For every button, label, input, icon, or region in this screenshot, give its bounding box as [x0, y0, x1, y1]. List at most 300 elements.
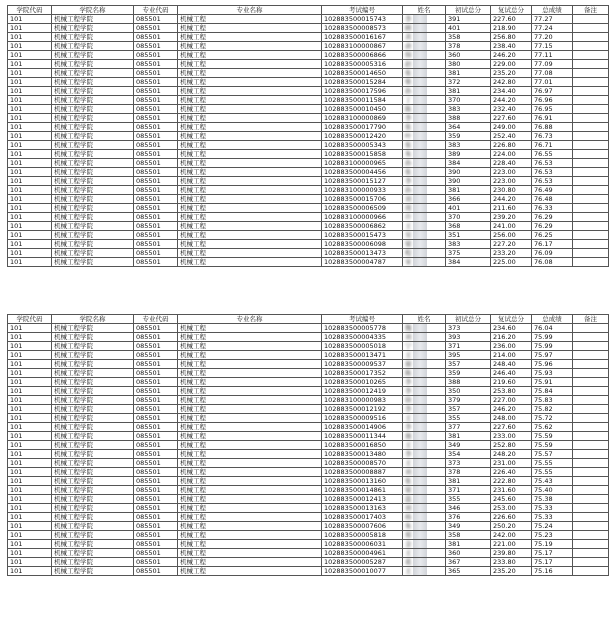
cell-retest-score: 223.00 [491, 168, 532, 177]
cell-college-code: 101 [8, 423, 52, 432]
cell-initial-score: 355 [446, 495, 491, 504]
cell-exam-no: 102883100000867 [322, 42, 403, 51]
redaction-blur [413, 333, 427, 341]
cell-retest-score: 233.00 [491, 432, 532, 441]
cell-name [403, 231, 446, 240]
redaction-blur [413, 24, 427, 32]
redaction-blur [413, 69, 427, 77]
table-row [8, 540, 609, 549]
cell-college-name: 机械工程学院 [52, 195, 134, 204]
cell-major-code: 085501 [134, 186, 178, 195]
cell-name [403, 60, 446, 69]
cell-retest-score: 233.80 [491, 558, 532, 567]
cell-total-score: 75.23 [532, 531, 573, 540]
cell-total-score: 75.62 [532, 423, 573, 432]
name-text: 孙 [405, 159, 412, 167]
redaction-blur [413, 396, 427, 404]
name-text: 俞 [405, 42, 412, 50]
cell-retest-score: 233.20 [491, 249, 532, 258]
cell-total-score: 75.72 [532, 414, 573, 423]
name-text: 孙 [405, 87, 412, 95]
cell-retest-score: 238.40 [491, 42, 532, 51]
cell-initial-score: 371 [446, 486, 491, 495]
cell-retest-score: 256.80 [491, 33, 532, 42]
redaction-blur [413, 423, 427, 431]
cell-major-code: 085501 [134, 33, 178, 42]
cell-remark [573, 150, 609, 159]
cell-name [403, 87, 446, 96]
cell-total-score: 76.88 [532, 123, 573, 132]
cell-major-code: 085501 [134, 231, 178, 240]
redaction-blur [413, 459, 427, 467]
cell-major-name: 机械工程 [178, 249, 322, 258]
table-row [8, 387, 609, 396]
name-text: 韩 [405, 51, 412, 59]
cell-major-code: 085501 [134, 222, 178, 231]
cell-college-code: 101 [8, 87, 52, 96]
cell-major-name: 机械工程 [178, 441, 322, 450]
cell-retest-score: 226.40 [491, 468, 532, 477]
cell-exam-no: 102883500008887 [322, 468, 403, 477]
cell-initial-score: 378 [446, 468, 491, 477]
cell-major-code: 085501 [134, 432, 178, 441]
table-row [8, 342, 609, 351]
cell-major-code: 085501 [134, 249, 178, 258]
cell-major-code: 085501 [134, 87, 178, 96]
table-row [8, 504, 609, 513]
redaction-blur [413, 405, 427, 413]
cell-total-score: 76.48 [532, 195, 573, 204]
cell-major-code: 085501 [134, 177, 178, 186]
redaction-blur [413, 513, 427, 521]
cell-college-code: 101 [8, 477, 52, 486]
cell-major-code: 085501 [134, 324, 178, 333]
cell-college-code: 101 [8, 69, 52, 78]
cell-name [403, 249, 446, 258]
cell-remark [573, 414, 609, 423]
cell-name [403, 486, 446, 495]
cell-college-name: 机械工程学院 [52, 249, 134, 258]
name-text: 李 [405, 15, 412, 23]
cell-college-code: 101 [8, 360, 52, 369]
cell-initial-score: 346 [446, 504, 491, 513]
redaction-blur [413, 495, 427, 503]
cell-major-code: 085501 [134, 114, 178, 123]
table-row [8, 177, 609, 186]
cell-major-name: 机械工程 [178, 396, 322, 405]
cell-college-name: 机械工程学院 [52, 540, 134, 549]
cell-college-name: 机械工程学院 [52, 87, 134, 96]
cell-total-score: 77.20 [532, 33, 573, 42]
cell-name [403, 213, 446, 222]
cell-total-score: 77.08 [532, 69, 573, 78]
cell-remark [573, 468, 609, 477]
table-row [8, 96, 609, 105]
table-row [8, 42, 609, 51]
name-text: 张 [405, 168, 412, 176]
cell-exam-no: 102883500010265 [322, 378, 403, 387]
cell-college-name: 机械工程学院 [52, 42, 134, 51]
cell-name [403, 369, 446, 378]
cell-retest-score: 227.60 [491, 423, 532, 432]
cell-major-code: 085501 [134, 531, 178, 540]
cell-total-score: 77.01 [532, 78, 573, 87]
table-row [8, 186, 609, 195]
cell-retest-score: 231.00 [491, 459, 532, 468]
cell-remark [573, 324, 609, 333]
name-text: 刘 [405, 468, 412, 476]
cell-name [403, 504, 446, 513]
cell-retest-score: 227.60 [491, 114, 532, 123]
cell-initial-score: 357 [446, 405, 491, 414]
cell-remark [573, 423, 609, 432]
table-row [8, 159, 609, 168]
table-header-row [8, 315, 609, 324]
cell-initial-score: 373 [446, 459, 491, 468]
cell-name [403, 186, 446, 195]
cell-total-score: 75.38 [532, 495, 573, 504]
table-row [8, 69, 609, 78]
cell-major-name: 机械工程 [178, 51, 322, 60]
cell-exam-no: 102883500010077 [322, 567, 403, 576]
cell-name [403, 414, 446, 423]
cell-college-code: 101 [8, 141, 52, 150]
cell-name [403, 69, 446, 78]
table-row [8, 33, 609, 42]
cell-major-name: 机械工程 [178, 540, 322, 549]
cell-remark [573, 450, 609, 459]
header-total-score: 总成绩 [532, 6, 573, 15]
cell-initial-score: 354 [446, 450, 491, 459]
redaction-blur [413, 33, 427, 41]
cell-name [403, 396, 446, 405]
cell-initial-score: 359 [446, 132, 491, 141]
cell-name [403, 15, 446, 24]
cell-name [403, 204, 446, 213]
name-text: 王 [405, 567, 412, 575]
cell-college-code: 101 [8, 240, 52, 249]
cell-major-name: 机械工程 [178, 69, 322, 78]
redaction-blur [413, 213, 427, 221]
cell-initial-score: 388 [446, 378, 491, 387]
name-text: 朱 [405, 150, 412, 158]
name-text: 孙 [405, 186, 412, 194]
header-exam-no: 考试编号 [322, 6, 403, 15]
table-row [8, 231, 609, 240]
cell-remark [573, 132, 609, 141]
redaction-blur [413, 342, 427, 350]
cell-initial-score: 379 [446, 396, 491, 405]
cell-exam-no: 102883500017403 [322, 513, 403, 522]
cell-major-code: 085501 [134, 459, 178, 468]
cell-exam-no: 102883500008570 [322, 459, 403, 468]
redaction-blur [413, 141, 427, 149]
cell-initial-score: 389 [446, 150, 491, 159]
table-row [8, 258, 609, 267]
name-text: 宋 [405, 258, 412, 266]
cell-remark [573, 159, 609, 168]
table-1-body [8, 15, 609, 267]
cell-major-name: 机械工程 [178, 222, 322, 231]
cell-major-name: 机械工程 [178, 231, 322, 240]
cell-major-code: 085501 [134, 504, 178, 513]
cell-remark [573, 42, 609, 51]
redaction-blur [413, 150, 427, 158]
cell-major-name: 机械工程 [178, 513, 322, 522]
cell-retest-score: 242.00 [491, 531, 532, 540]
cell-major-code: 085501 [134, 258, 178, 267]
cell-major-code: 085501 [134, 51, 178, 60]
cell-college-name: 机械工程学院 [52, 186, 134, 195]
cell-retest-score: 248.00 [491, 414, 532, 423]
cell-exam-no: 102883500017596 [322, 87, 403, 96]
cell-major-name: 机械工程 [178, 360, 322, 369]
cell-college-code: 101 [8, 432, 52, 441]
cell-total-score: 77.24 [532, 24, 573, 33]
cell-exam-no: 102883500004961 [322, 549, 403, 558]
cell-college-code: 101 [8, 204, 52, 213]
cell-major-name: 机械工程 [178, 150, 322, 159]
cell-total-score: 75.17 [532, 549, 573, 558]
cell-major-name: 机械工程 [178, 342, 322, 351]
redaction-blur [413, 387, 427, 395]
cell-remark [573, 513, 609, 522]
cell-college-name: 机械工程学院 [52, 360, 134, 369]
cell-initial-score: 355 [446, 414, 491, 423]
cell-total-score: 75.40 [532, 486, 573, 495]
table-row [8, 423, 609, 432]
cell-initial-score: 381 [446, 87, 491, 96]
table-row [8, 222, 609, 231]
cell-college-code: 101 [8, 324, 52, 333]
redaction-blur [413, 222, 427, 230]
cell-exam-no: 102883500012413 [322, 495, 403, 504]
cell-college-code: 101 [8, 186, 52, 195]
cell-major-name: 机械工程 [178, 333, 322, 342]
cell-retest-score: 252.80 [491, 441, 532, 450]
cell-major-code: 085501 [134, 132, 178, 141]
cell-major-code: 085501 [134, 141, 178, 150]
cell-college-name: 机械工程学院 [52, 459, 134, 468]
table-row [8, 168, 609, 177]
cell-retest-score: 241.00 [491, 222, 532, 231]
name-text: 李 [405, 177, 412, 185]
table-row [8, 432, 609, 441]
cell-major-name: 机械工程 [178, 186, 322, 195]
redaction-blur [413, 186, 427, 194]
cell-total-score: 75.82 [532, 405, 573, 414]
cell-remark [573, 504, 609, 513]
cell-college-name: 机械工程学院 [52, 213, 134, 222]
cell-college-code: 101 [8, 60, 52, 69]
name-text: 赵 [405, 60, 412, 68]
cell-retest-score: 252.40 [491, 132, 532, 141]
cell-college-code: 101 [8, 369, 52, 378]
name-text: 顾 [405, 24, 412, 32]
cell-major-name: 机械工程 [178, 495, 322, 504]
cell-college-name: 机械工程学院 [52, 342, 134, 351]
table-row [8, 78, 609, 87]
cell-retest-score: 248.20 [491, 450, 532, 459]
cell-major-code: 085501 [134, 78, 178, 87]
redaction-blur [413, 504, 427, 512]
cell-retest-score: 228.40 [491, 159, 532, 168]
cell-initial-score: 381 [446, 186, 491, 195]
cell-total-score: 76.53 [532, 159, 573, 168]
cell-remark [573, 78, 609, 87]
cell-college-code: 101 [8, 168, 52, 177]
cell-major-name: 机械工程 [178, 204, 322, 213]
cell-retest-score: 226.60 [491, 513, 532, 522]
cell-name [403, 123, 446, 132]
cell-remark [573, 24, 609, 33]
cell-retest-score: 227.20 [491, 240, 532, 249]
redaction-blur [413, 558, 427, 566]
cell-remark [573, 141, 609, 150]
cell-total-score: 75.97 [532, 351, 573, 360]
cell-college-name: 机械工程学院 [52, 51, 134, 60]
cell-exam-no: 102883100000966 [322, 213, 403, 222]
cell-exam-no: 102883500014861 [322, 486, 403, 495]
cell-remark [573, 231, 609, 240]
name-text: 黄 [405, 33, 412, 41]
name-text: 梁 [405, 486, 412, 494]
cell-total-score: 75.99 [532, 342, 573, 351]
redaction-blur [413, 522, 427, 530]
redaction-blur [413, 195, 427, 203]
header-retest-score: 复试总分 [491, 6, 532, 15]
cell-college-code: 101 [8, 213, 52, 222]
cell-college-name: 机械工程学院 [52, 450, 134, 459]
cell-major-name: 机械工程 [178, 258, 322, 267]
cell-major-code: 085501 [134, 168, 178, 177]
cell-major-code: 085501 [134, 522, 178, 531]
cell-major-name: 机械工程 [178, 168, 322, 177]
redaction-blur [413, 177, 427, 185]
cell-major-code: 085501 [134, 558, 178, 567]
name-text: 李 [405, 387, 412, 395]
redaction-blur [413, 231, 427, 239]
cell-college-code: 101 [8, 159, 52, 168]
cell-college-code: 101 [8, 150, 52, 159]
name-text: 温 [405, 495, 412, 503]
table-row [8, 495, 609, 504]
redaction-blur [413, 432, 427, 440]
cell-major-name: 机械工程 [178, 324, 322, 333]
cell-exam-no: 102883500007606 [322, 522, 403, 531]
cell-total-score: 75.17 [532, 558, 573, 567]
cell-college-name: 机械工程学院 [52, 396, 134, 405]
table-row [8, 396, 609, 405]
table-row [8, 324, 609, 333]
cell-major-code: 085501 [134, 468, 178, 477]
table-row [8, 531, 609, 540]
cell-exam-no: 102883500013480 [322, 450, 403, 459]
cell-exam-no: 102883500012192 [322, 405, 403, 414]
cell-retest-score: 253.80 [491, 387, 532, 396]
redaction-blur [413, 258, 427, 266]
cell-major-code: 085501 [134, 42, 178, 51]
redaction-blur [413, 87, 427, 95]
cell-major-code: 085501 [134, 540, 178, 549]
cell-initial-score: 371 [446, 342, 491, 351]
cell-college-code: 101 [8, 549, 52, 558]
cell-initial-score: 372 [446, 78, 491, 87]
cell-name [403, 540, 446, 549]
cell-major-name: 机械工程 [178, 414, 322, 423]
cell-initial-score: 393 [446, 333, 491, 342]
cell-major-code: 085501 [134, 414, 178, 423]
cell-name [403, 441, 446, 450]
cell-remark [573, 168, 609, 177]
table-row [8, 123, 609, 132]
cell-retest-score: 235.20 [491, 69, 532, 78]
redaction-blur [413, 324, 427, 332]
cell-remark [573, 477, 609, 486]
cell-name [403, 558, 446, 567]
cell-exam-no: 102883500009537 [322, 360, 403, 369]
cell-total-score: 77.27 [532, 15, 573, 24]
cell-major-name: 机械工程 [178, 159, 322, 168]
cell-college-name: 机械工程学院 [52, 222, 134, 231]
redaction-blur [413, 549, 427, 557]
header-major-code: 专业代码 [134, 6, 178, 15]
cell-remark [573, 567, 609, 576]
cell-remark [573, 369, 609, 378]
cell-initial-score: 381 [446, 477, 491, 486]
cell-retest-score: 239.20 [491, 213, 532, 222]
cell-exam-no: 102883500012420 [322, 132, 403, 141]
cell-initial-score: 373 [446, 324, 491, 333]
cell-exam-no: 102883500010450 [322, 105, 403, 114]
cell-college-code: 101 [8, 531, 52, 540]
cell-remark [573, 195, 609, 204]
cell-name [403, 78, 446, 87]
cell-college-name: 机械工程学院 [52, 351, 134, 360]
cell-name [403, 360, 446, 369]
cell-college-code: 101 [8, 378, 52, 387]
cell-college-name: 机械工程学院 [52, 513, 134, 522]
cell-major-code: 085501 [134, 159, 178, 168]
cell-college-code: 101 [8, 522, 52, 531]
cell-retest-score: 246.20 [491, 405, 532, 414]
redaction-blur [413, 159, 427, 167]
cell-major-code: 085501 [134, 378, 178, 387]
table-row [8, 24, 609, 33]
cell-remark [573, 15, 609, 24]
cell-total-score: 75.16 [532, 567, 573, 576]
cell-major-code: 085501 [134, 396, 178, 405]
cell-college-name: 机械工程学院 [52, 468, 134, 477]
cell-major-name: 机械工程 [178, 15, 322, 24]
cell-total-score: 75.43 [532, 477, 573, 486]
cell-total-score: 76.33 [532, 204, 573, 213]
redaction-blur [413, 486, 427, 494]
cell-initial-score: 380 [446, 60, 491, 69]
cell-major-code: 085501 [134, 150, 178, 159]
cell-exam-no: 102883100000965 [322, 159, 403, 168]
cell-initial-score: 365 [446, 567, 491, 576]
cell-college-name: 机械工程学院 [52, 423, 134, 432]
cell-remark [573, 96, 609, 105]
redaction-blur [413, 378, 427, 386]
cell-name [403, 195, 446, 204]
cell-major-name: 机械工程 [178, 567, 322, 576]
cell-remark [573, 486, 609, 495]
cell-college-name: 机械工程学院 [52, 531, 134, 540]
cell-major-name: 机械工程 [178, 486, 322, 495]
cell-name [403, 105, 446, 114]
